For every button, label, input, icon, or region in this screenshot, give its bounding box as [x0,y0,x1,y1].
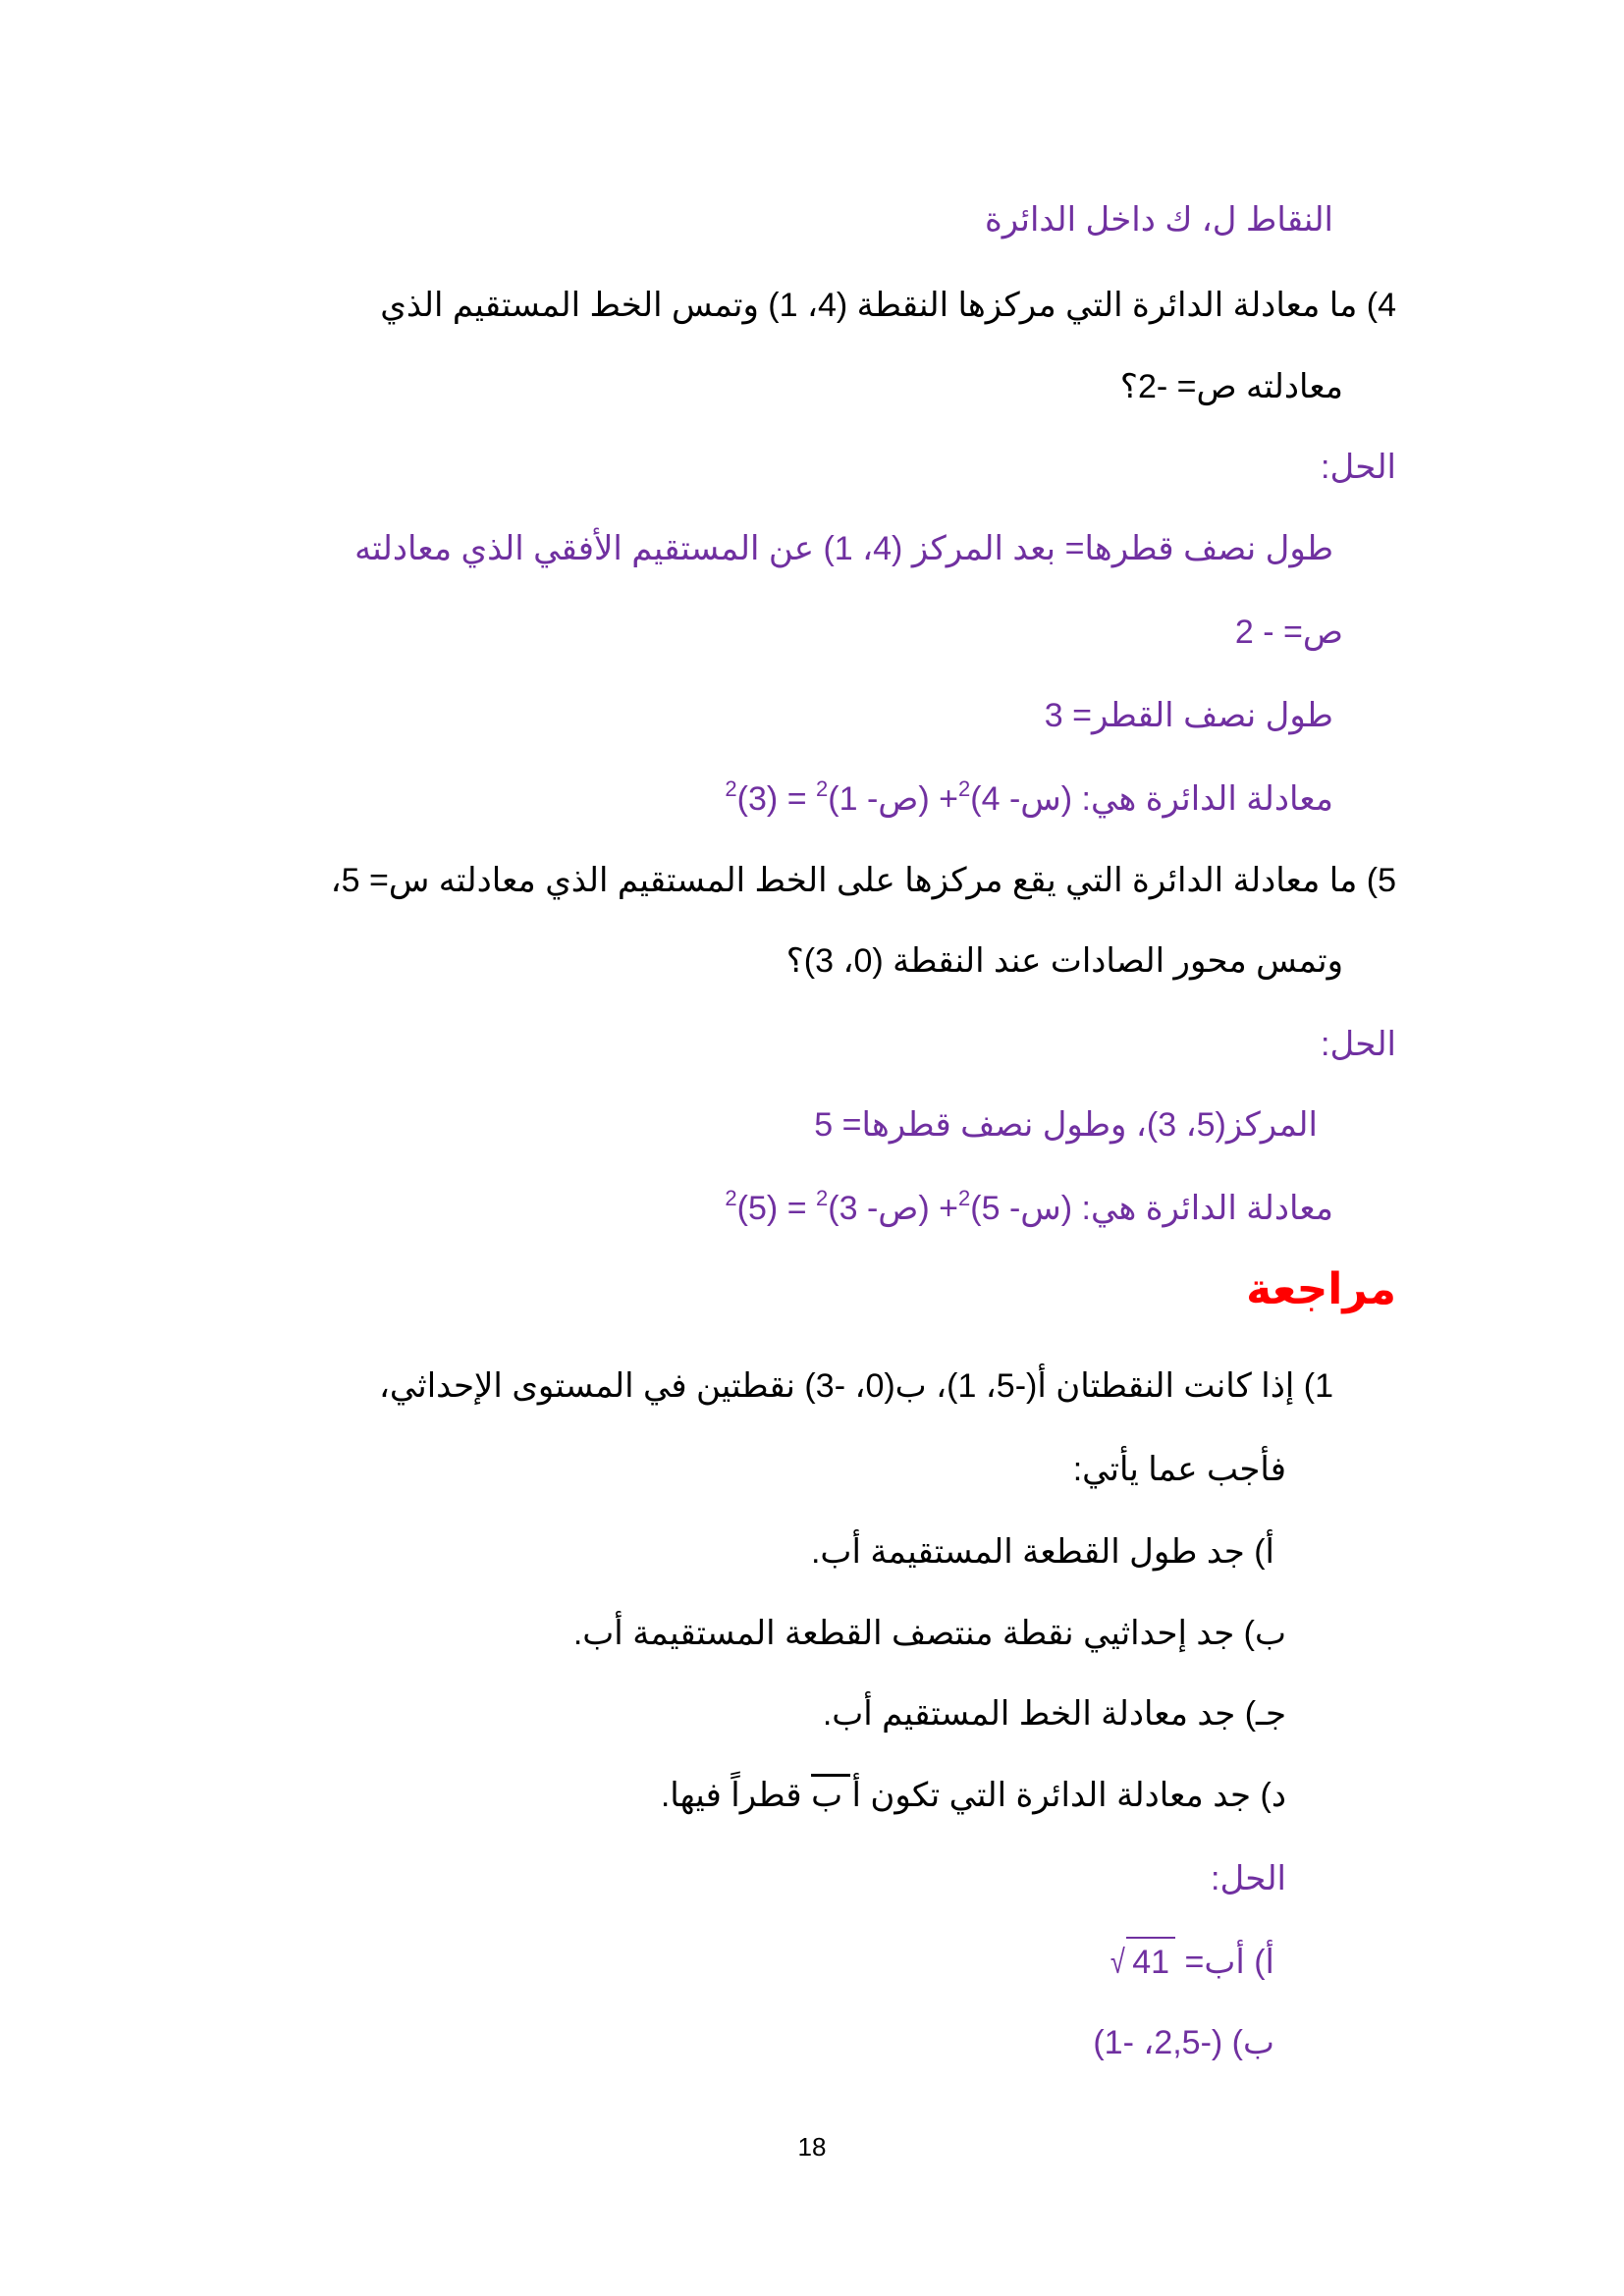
eq-exp: 2 [816,775,829,801]
review-question-1-cont: فأجب عما يأتي: [1072,1451,1286,1488]
eq-exp: 2 [816,1185,829,1210]
circle-equation [725,775,1333,823]
answer-b: ب) (-2,5، -1) [1093,2024,1274,2061]
eq-exp: 2 [725,1185,737,1210]
item-text: قطراً فيها. [660,1777,812,1814]
eq-part: + (ص- 1) [828,780,958,818]
solution-label: الحل: [1321,1026,1396,1063]
review-item-a: أ) جد طول القطعة المستقيمة أب. [810,1533,1274,1571]
eq-exp: 2 [958,775,971,801]
question-5-cont: وتمس محور الصادات عند النقطة (0، 3)؟ [785,942,1343,980]
eq-part: + (ص- 3) [828,1190,958,1227]
segment-ab: أ ب [811,1777,861,1814]
section-heading: مراجعة [1246,1265,1396,1313]
circle-equation [725,1185,1333,1232]
item-text: د) جد معادلة الدائرة التي تكون [860,1777,1286,1814]
page-number: 18 [797,2132,827,2162]
review-item-b: ب) جد إحداثيي نقطة منتصف القطعة المستقيمة أب. [572,1615,1286,1652]
review-item-d [661,1772,1286,1819]
solution-label: الحل: [1211,1860,1286,1897]
solution-label: الحل: [1321,449,1396,486]
square-root [1109,1937,1176,1986]
answer-a [1109,1937,1274,1986]
answer-label: أ) أب= [1184,1944,1274,1981]
eq-part: معادلة الدائرة هي: (س- 5) [970,1190,1333,1227]
eq-part: معادلة الدائرة هي: (س- 4) [970,780,1333,818]
question-4-cont: معادلته ص= -2؟ [1119,368,1343,405]
question-5: 5) ما معادلة الدائرة التي يقع مركزها على الخط المستقيم الذي معادلته س= 5، [330,862,1396,899]
text-line: النقاط ل، ك داخل الدائرة [984,201,1333,239]
eq-exp: 2 [958,1185,971,1210]
radical-icon: √ [1110,1944,1125,1981]
eq-part: = (3) [736,780,816,818]
solution-line: ص= - 2 [1234,614,1343,651]
eq-part: = (5) [736,1190,816,1227]
radicand: 41 [1126,1937,1175,1986]
review-question-1: 1) إذا كانت النقطتان أ(-5، 1)، ب(0، -3) نقطتين في المستوى الإحداثي، [378,1367,1333,1405]
eq-exp: 2 [725,775,737,801]
solution-line: طول نصف القطر= 3 [1044,697,1333,734]
solution-line: طول نصف قطرها= بعد المركز (4، 1) عن المستقيم الأفقي الذي معادلته [354,530,1333,567]
review-item-c: جـ) جد معادلة الخط المستقيم أب. [822,1695,1286,1733]
solution-line: المركز(5، 3)، وطول نصف قطرها= 5 [814,1106,1318,1144]
question-4: 4) ما معادلة الدائرة التي مركزها النقطة (4، 1) وتمس الخط المستقيم الذي [380,287,1396,324]
